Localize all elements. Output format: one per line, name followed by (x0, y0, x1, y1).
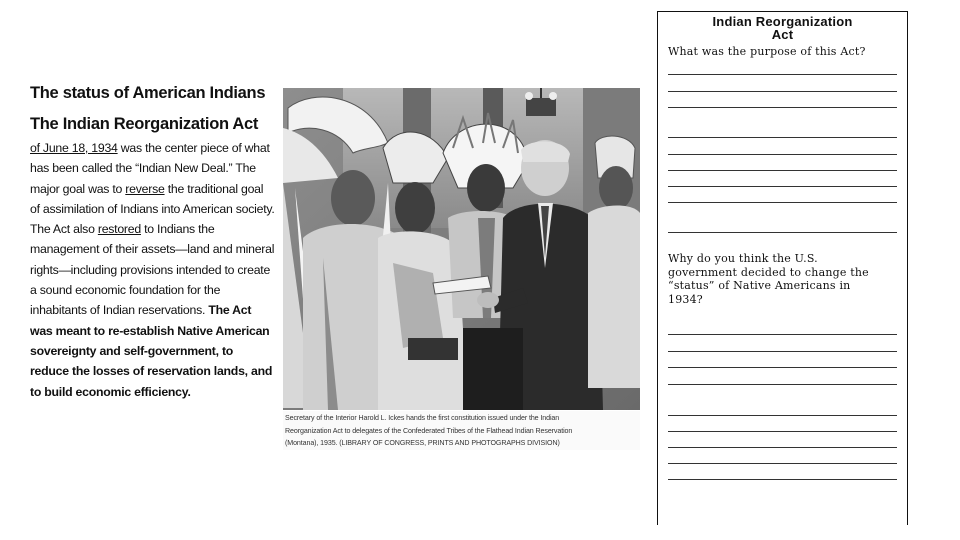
answer-line[interactable] (668, 154, 897, 155)
worksheet-title (658, 15, 907, 41)
answer-line[interactable] (668, 384, 897, 385)
answer-line[interactable] (668, 367, 897, 368)
question-2-line-3: “status” of Native Americans in (668, 279, 851, 292)
answer-line[interactable] (668, 107, 897, 108)
caption-line-1: Secretary of the Interior Harold L. Ickes hands the first constitution issued under the Indian (285, 414, 560, 422)
answer-line[interactable] (668, 74, 897, 75)
answer-line[interactable] (668, 415, 897, 416)
caption-line-2: Reorganization Act to delegates of the Confederated Tribes of the Flathead Indian Reservation (285, 426, 573, 435)
article-paragraph (30, 138, 275, 402)
answer-line[interactable] (668, 232, 897, 233)
answer-line[interactable] (668, 447, 897, 448)
chandelier-icon (525, 88, 557, 116)
section-heading-act: The Indian Reorganization Act (30, 115, 259, 133)
answer-line[interactable] (668, 463, 897, 464)
question-1: What was the purpose of this Act? (668, 45, 866, 58)
question-2-line-1: Why do you think the U.S. (668, 252, 818, 265)
answer-line[interactable] (668, 202, 897, 203)
answer-line[interactable] (668, 351, 897, 352)
para-text-1: was the center piece of what has been called the “Indian New Deal.” The major goal was to (30, 141, 270, 196)
answer-line[interactable] (668, 186, 897, 187)
photo-illustration (283, 88, 640, 410)
answer-line[interactable] (668, 431, 897, 432)
answer-line[interactable] (668, 91, 897, 92)
para-text-3: to Indians the management of their assets—land and mineral rights—including provisions intended to create a sound economic foundation for the inhabitants of Indian reservations. (30, 222, 275, 318)
reverse-underlined: reverse (125, 181, 165, 196)
answer-line[interactable] (668, 479, 897, 480)
caption-line-3: (Montana), 1935. (LIBRARY OF CONGRESS, PRINTS AND PHOTOGRAPHS DIVISION) (285, 439, 560, 447)
worksheet-panel (657, 11, 908, 525)
answer-line[interactable] (668, 137, 897, 138)
date-underlined: of June 18, 1934 (30, 141, 118, 155)
historical-photo-figure (283, 88, 640, 450)
historical-photo (283, 88, 640, 410)
answer-line[interactable] (668, 334, 897, 335)
article-column (30, 84, 275, 402)
worksheet-title-line-2: Act (771, 27, 794, 42)
question-2-line-2: government decided to change the (668, 265, 869, 279)
restored-underlined: restored (97, 222, 141, 237)
question-2-line-4: 1934? (668, 292, 703, 306)
para-text-2: the traditional goal of assimilation of Indians into American society. The Act also (30, 181, 275, 237)
photo-caption (283, 411, 640, 450)
worksheet-title-line-1: Indian Reorganization (712, 14, 853, 29)
answer-line[interactable] (668, 170, 897, 171)
question-2 (668, 252, 903, 306)
section-heading-status: The status of American Indians (30, 84, 266, 102)
para-bold-text: The Act was meant to re-establish Native American sovereignty and self-government, to reduce the losses of reservation lands, and to build economic efficiency. (30, 303, 273, 399)
